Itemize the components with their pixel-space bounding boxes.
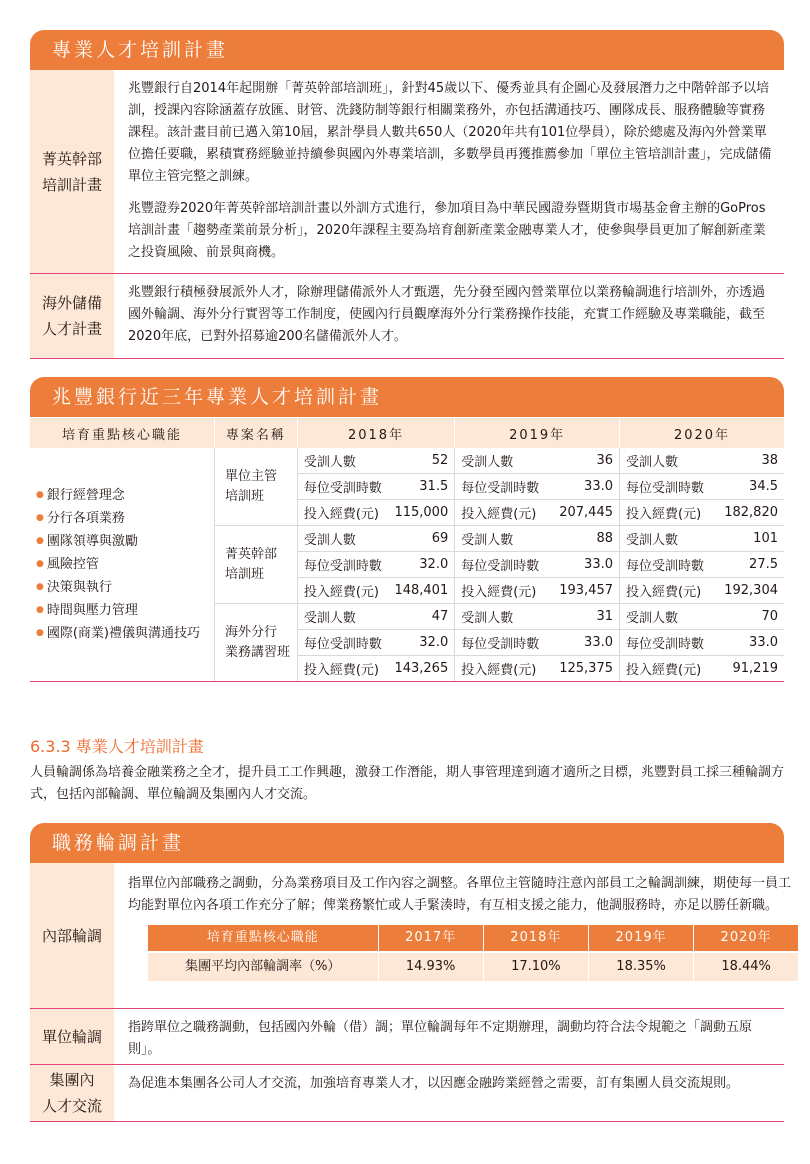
table-row [30,448,784,474]
paragraph: 指單位內部職務之調動，分為業務項目及工作內容之調整。各單位主管隨時注意內部員工之輪調訓練，期使每一員工均能對單位內各項工作充分了解；俾業務繁忙或人手緊湊時，有互相支援之能力，他調服務時，亦足以勝任新職。 [128,876,792,913]
list-item: ● 團隊領導與激勵 [36,530,208,553]
paragraph: 指跨單位之職務調動，包括國內外輪（借）調；單位輪調每年不定期辦理，調動均符合法令規範之「調動五原則」。 [128,1020,753,1057]
header-cell: 2019年 [588,925,693,952]
metric-label: 每位受訓時數 [297,630,388,656]
value-cell: 33.0 [718,630,784,656]
value-cell: 34.5 [718,474,784,500]
value-cell: 27.5 [718,552,784,578]
metric-label: 受訓人數 [455,526,554,552]
row-label [30,1065,114,1121]
value-cell: 32.0 [388,630,455,656]
project-name [215,526,298,604]
value-cell: 207,445 [553,500,619,526]
group-exchange-row [30,1065,784,1122]
value-cell: 18.44% [694,952,798,981]
section-banner-talent-training [30,30,784,70]
value-cell: 69 [388,526,455,552]
metric-label: 每位受訓時數 [297,552,388,578]
value-cell: 33.0 [553,474,619,500]
rotation-intro-paragraph: 人員輪調係為培養金融業務之全才，提升員工工作興趣，激發工作潛能，期人事管理達到適才適所之目標，兆豐對員工採三種輪調方式，包括內部輪調、單位輪調及集團內人才交流。 [30,765,785,802]
header-cell: 培育重點核心職能 [148,925,378,952]
paragraph: 為促進本集團各公司人才交流，加強培育專業人才，以因應金融跨業經營之需要，訂有集團人員交流規則。 [128,1076,740,1091]
value-cell: 17.10% [483,952,588,981]
label-line: 海外儲備 [41,294,102,312]
label-line: 菁英幹部 [41,149,102,168]
metric-label: 投入經費(元) [620,500,719,526]
metric-label: 投入經費(元) [455,578,554,604]
row-label-cell: 集團平均內部輪調率（%） [148,952,378,981]
job-rotation-section [30,863,792,1122]
metric-label: 每位受訓時數 [455,474,554,500]
value-cell: 18.35% [588,952,693,981]
project-name-line: 菁英幹部 [225,546,278,562]
value-cell: 148,401 [388,578,455,604]
metric-label: 受訓人數 [455,604,554,630]
paragraph: 兆豐銀行自2014年起開辦「菁英幹部培訓班」，針對45歲以下、優秀並具有企圖心及發展潛力之中階幹部予以培訓，授課內容除涵蓋存放匯、財管、洗錢防制等銀行相關業務外，亦包括溝通技巧、團隊成長、服務體驗等實務課程。該計畫目前已邁入第10屆，累計學員人數共650人（2020年共有101位學員），除於總處及海內外營業單位擔任要職，累積實務經驗並持續參與國內外專業培訓，多數學員再獲推薦參加「單位主管培訓計畫」，完成儲備單位主管完整之訓練。 [128,81,772,184]
metric-label: 投入經費(元) [297,578,388,604]
paragraph: 兆豐證券2020年菁英幹部培訓計畫以外訓方式進行，參加項目為中華民國證券暨期貨市場基金會主辦的GoPros培訓計畫「趨勢產業前景分析」，2020年課程主要為培育創新產業金融專業人才，使參與學員更加了解創新產業之投資風險、前景與商機。 [128,201,766,260]
metric-label: 受訓人數 [297,604,388,630]
value-cell: 115,000 [388,500,455,526]
row-content [114,274,784,358]
metric-label: 投入經費(元) [297,500,388,526]
row-content [114,863,806,1008]
row-label: 內部輪調 [30,863,114,1008]
metric-label: 受訓人數 [620,526,719,552]
label-line: 人才交流 [41,1097,102,1115]
value-cell: 31 [553,604,619,630]
table-header [30,418,784,448]
value-cell: 192,304 [718,578,784,604]
project-name [215,604,298,682]
internal-rotation-row [30,863,792,1009]
value-cell: 88 [553,526,619,552]
list-item: ● 決策與執行 [36,576,208,599]
value-cell: 47 [388,604,455,630]
value-cell: 52 [388,448,455,474]
project-name-line: 業務講習班 [225,644,291,660]
value-cell: 33.0 [553,552,619,578]
value-cell: 101 [718,526,784,552]
row-label [30,70,114,273]
value-cell: 38 [718,448,784,474]
list-item: ● 時間與壓力管理 [36,599,208,622]
label-line: 集團內 [49,1071,95,1089]
label-line: 人才計畫 [41,320,102,338]
section-title: 兆豐銀行近三年專業人才培訓計畫 [52,386,383,408]
metric-label: 每位受訓時數 [297,474,388,500]
section-banner-three-year-training [30,377,784,417]
section-title: 專業人才培訓計畫 [52,39,229,61]
table-row [148,952,798,981]
value-cell: 32.0 [388,552,455,578]
row-content [114,70,784,273]
list-item: ● 銀行經營理念 [36,484,208,507]
metric-label: 每位受訓時數 [455,630,554,656]
value-cell: 193,457 [553,578,619,604]
metric-label: 受訓人數 [455,448,554,474]
subsection-heading: 6.3.3 專業人才培訓計畫 [30,737,204,756]
project-name-line: 海外分行 [225,624,278,640]
metric-label: 投入經費(元) [620,656,719,682]
header-cell: 2019年 [455,418,620,448]
metric-label: 投入經費(元) [620,578,719,604]
row-content [114,1065,784,1121]
value-cell: 125,375 [553,656,619,682]
rotation-rate-table [148,925,798,981]
metric-label: 每位受訓時數 [620,474,719,500]
header-cell: 培育重點核心職能 [30,418,215,448]
metric-label: 受訓人數 [297,526,388,552]
header-cell: 2018年 [297,418,454,448]
project-name-line: 單位主管 [225,468,278,484]
project-name-line: 培訓班 [225,488,265,504]
metric-label: 受訓人數 [620,604,719,630]
header-cell: 2018年 [483,925,588,952]
section-title: 職務輪調計畫 [52,832,185,854]
metric-label: 投入經費(元) [455,656,554,682]
header-cell: 2017年 [378,925,483,952]
value-cell: 70 [718,604,784,630]
metric-label: 每位受訓時數 [620,630,719,656]
table-header [148,925,798,952]
value-cell: 91,219 [718,656,784,682]
value-cell: 31.5 [388,474,455,500]
value-cell: 36 [553,448,619,474]
value-cell: 143,265 [388,656,455,682]
metric-label: 受訓人數 [297,448,388,474]
row-content [114,1009,784,1064]
label-line: 培訓計畫 [41,175,102,194]
paragraph: 兆豐銀行積極發展派外人才，除辦理儲備派外人才甄選，先分發至國內營業單位以業務輪調進行培訓外，亦透過國外輪調、海外分行實習等工作制度，使國內行員觀摩海外分行業務操作技能，充實工作經驗及專業職能，截至2020年底，已對外招募逾200名儲備派外人才。 [128,285,766,344]
value-cell: 33.0 [553,630,619,656]
list-item: ● 風險控管 [36,553,208,576]
elite-cadre-row [30,70,784,274]
metric-label: 每位受訓時數 [620,552,719,578]
metric-label: 投入經費(元) [297,656,388,682]
section-banner-job-rotation [30,823,784,863]
overseas-reserve-row [30,274,784,359]
metric-label: 投入經費(元) [455,500,554,526]
project-name [215,448,298,526]
project-name-line: 培訓班 [225,566,265,582]
talent-training-section [30,70,784,359]
row-label [30,274,114,358]
list-item: ● 分行各項業務 [36,507,208,530]
list-item: ● 國際(商業)禮儀與溝通技巧 [36,622,208,645]
value-cell: 182,820 [718,500,784,526]
unit-rotation-row [30,1009,784,1065]
value-cell: 14.93% [378,952,483,981]
row-label: 單位輪調 [30,1009,114,1064]
header-cell: 專案名稱 [215,418,298,448]
training-table [30,418,784,682]
core-competency-list [30,448,215,682]
metric-label: 每位受訓時數 [455,552,554,578]
metric-label: 受訓人數 [620,448,719,474]
header-cell: 2020年 [620,418,785,448]
header-cell: 2020年 [694,925,798,952]
